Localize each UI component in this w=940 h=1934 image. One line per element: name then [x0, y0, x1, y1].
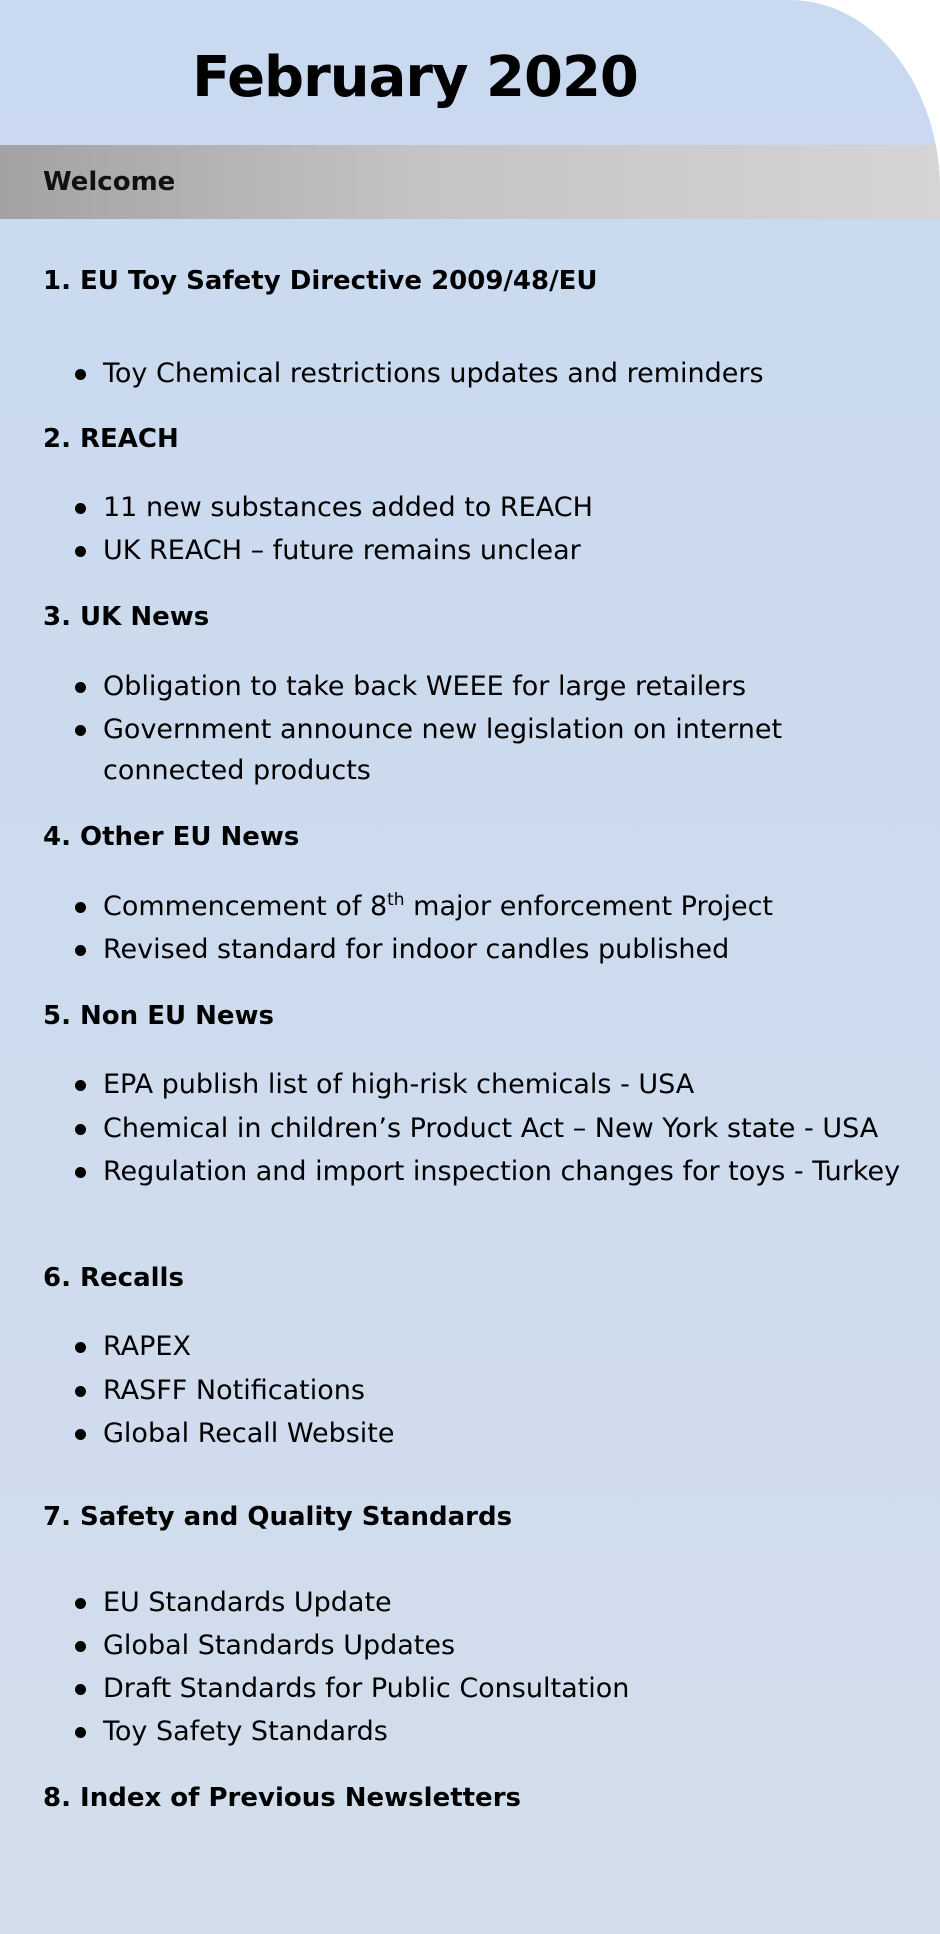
section-heading-safety-quality-standards[interactable]: 7. Safety and Quality Standards [43, 1502, 513, 1532]
welcome-bar[interactable] [0, 145, 940, 219]
list-item[interactable]: 11 new substances added to REACH [103, 487, 923, 528]
welcome-label: Welcome [43, 167, 176, 197]
section-heading-uk-news[interactable]: 3. UK News [43, 602, 210, 632]
list-item[interactable]: Revised standard for indoor candles published [103, 929, 923, 970]
list-item[interactable]: RAPEX [103, 1326, 923, 1367]
page-title: February 2020 [192, 45, 638, 110]
list-item[interactable]: RASFF Notifications [103, 1370, 923, 1411]
list-item[interactable]: Chemical in children’s Product Act – New York state - USA [103, 1108, 923, 1149]
list-item[interactable]: UK REACH – future remains unclear [103, 530, 923, 571]
section-heading-eu-toy-safety[interactable]: 1. EU Toy Safety Directive 2009/48/EU [43, 266, 598, 296]
section-heading-recalls[interactable]: 6. Recalls [43, 1263, 184, 1293]
list-item[interactable]: Regulation and import inspection changes for toys - Turkey [103, 1151, 923, 1192]
list-item[interactable]: EPA publish list of high-risk chemicals - USA [103, 1064, 923, 1105]
section-heading-index-previous-newsletters[interactable]: 8. Index of Previous Newsletters [43, 1783, 521, 1813]
list-item[interactable]: Draft Standards for Public Consultation [103, 1668, 923, 1709]
section-heading-non-eu-news[interactable]: 5. Non EU News [43, 1001, 275, 1031]
section-heading-reach[interactable]: 2. REACH [43, 424, 179, 454]
list-item[interactable] [103, 886, 923, 927]
list-item[interactable]: Government announce new legislation on internet connected products [103, 709, 923, 791]
list-item[interactable]: Global Standards Updates [103, 1625, 923, 1666]
list-item[interactable]: Obligation to take back WEEE for large retailers [103, 666, 923, 707]
list-item[interactable]: Toy Chemical restrictions updates and reminders [103, 353, 923, 394]
list-item[interactable]: Global Recall Website [103, 1413, 923, 1454]
list-item-text: major enforcement Project [404, 891, 774, 922]
list-item[interactable]: EU Standards Update [103, 1582, 923, 1623]
list-item[interactable]: Toy Safety Standards [103, 1711, 923, 1752]
list-item-text: Commencement of 8 [103, 891, 388, 922]
list-item-superscript: th [387, 890, 405, 910]
section-heading-other-eu-news[interactable]: 4. Other EU News [43, 822, 300, 852]
